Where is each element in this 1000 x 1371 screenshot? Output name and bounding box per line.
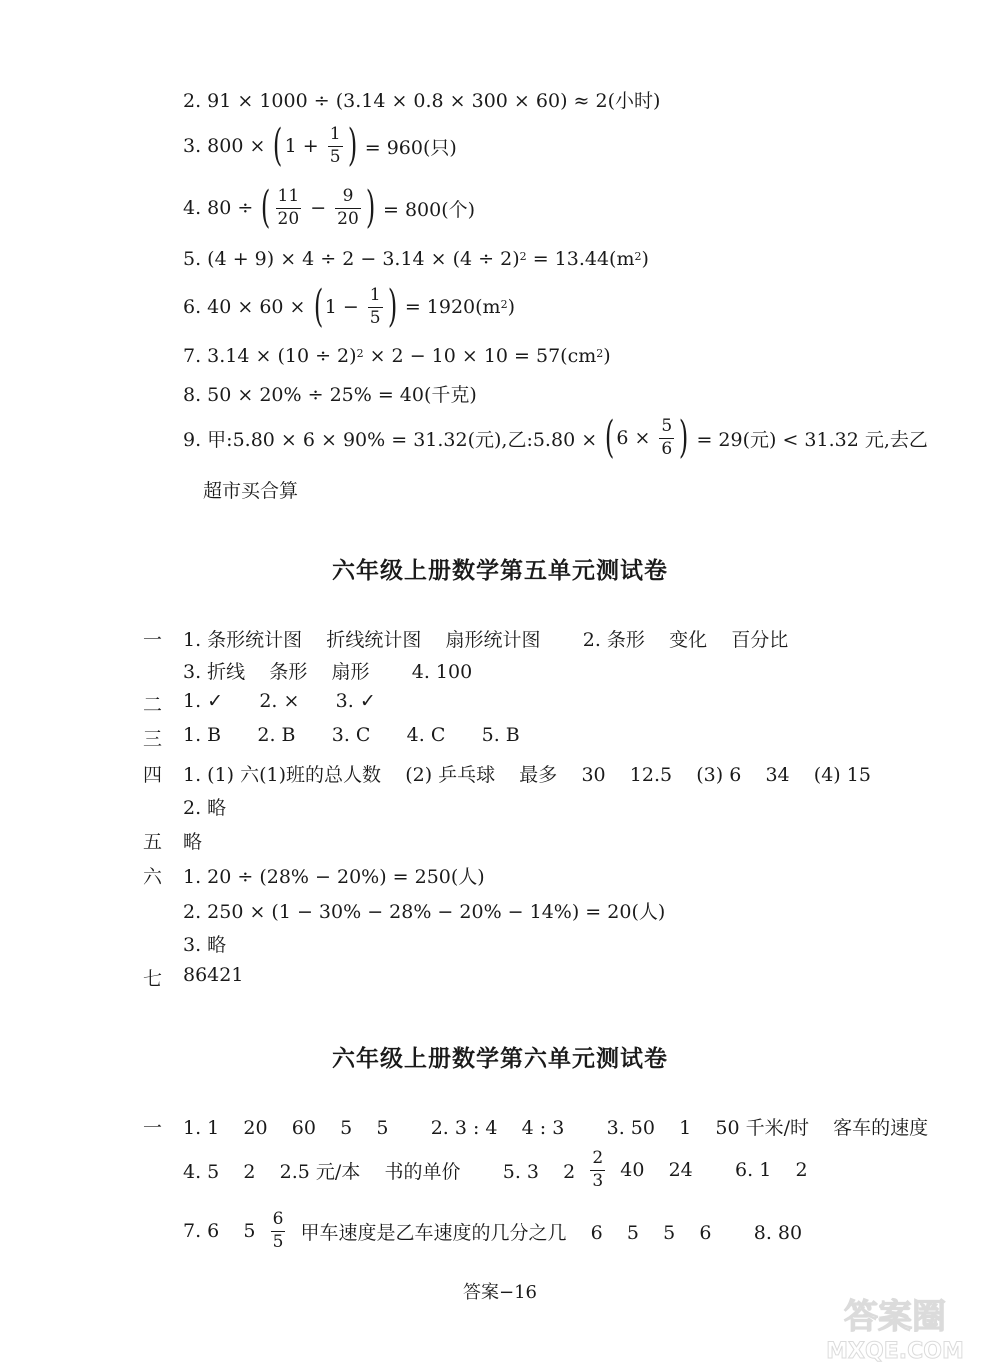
fraction: $\frac{1}{5}$ xyxy=(329,123,341,167)
answer-line-4: 4. 80 ÷ ( $\frac{11}{20}$ − $\frac{9}{20}$ ) = 800(个) xyxy=(183,182,476,233)
unit5-row: 1. 20 ÷ (28% − 20%) = 250(人) xyxy=(183,866,485,888)
unit6-title: 六年级上册数学第六单元测试卷 xyxy=(332,1046,668,1072)
unit5-row: 3. 折线 条形 扇形 4. 100 xyxy=(183,661,473,683)
answer-line-5: 5. (4 + 9) × 4 ÷ 2 − 3.14 × (4 ÷ 2) $^2$ = 13.44(m $^2$ ) xyxy=(183,248,649,270)
section-label: 一 xyxy=(143,629,163,651)
watermark-text: 答案圈 xyxy=(844,1297,946,1337)
fraction: $\frac{5}{6}$ xyxy=(661,415,673,459)
fraction: $\frac{1}{5}$ xyxy=(369,284,381,328)
answer-line-8: 8. 50 × 20% ÷ 25% = 40(千克) xyxy=(183,384,477,406)
unit5-title: 六年级上册数学第五单元测试卷 xyxy=(332,558,668,584)
section-label: 四 xyxy=(143,764,163,786)
answer-line-3: 3. 800 × ( 1 + $\frac{1}{5}$ ) = 960(只) xyxy=(183,120,457,171)
section-label: 三 xyxy=(143,728,163,750)
unit5-row: 1. 条形统计图 折线统计图 扇形统计图 2. 条形 变化 百分比 xyxy=(183,629,789,651)
answer-line-7: 7. 3.14 × (10 ÷ 2) $^2$ × 2 − 10 × 10 = 57(cm $^2$ ) xyxy=(183,345,611,367)
unit6-row-1: 1. 1 20 60 5 5 2. 3 : 4 4 : 3 3. 50 1 50 千米/时 客车的速度 xyxy=(183,1117,929,1139)
fraction: $\frac{11}{20}$ xyxy=(277,185,300,229)
unit5-row: 1. ✓ 2. × 3. ✓ xyxy=(183,690,376,712)
unit5-row: 1. (1) 六(1)班的总人数 (2) 乒乓球 最多 30 12.5 (3) 6 34 (4) 15 xyxy=(183,764,871,786)
answer-line-9-cont: 超市买合算 xyxy=(203,480,299,502)
unit5-row: 3. 略 xyxy=(183,934,227,956)
section-label: 六 xyxy=(143,866,163,888)
unit5-row: 略 xyxy=(183,831,203,853)
section-label: 七 xyxy=(143,968,163,990)
answer-line-6: 6. 40 × 60 × ( 1 − $\frac{1}{5}$ ) = 1920(m $^2$ ) xyxy=(183,281,516,332)
page-footer: 答案−16 xyxy=(463,1282,537,1303)
fraction: $\frac{9}{20}$ xyxy=(337,185,359,229)
section-label: 一 xyxy=(143,1117,163,1139)
watermark-url: MXQE.COM xyxy=(826,1339,964,1364)
fraction: $\frac{6}{5}$ xyxy=(272,1209,284,1252)
unit5-row: 2. 略 xyxy=(183,797,227,819)
fraction: $\frac{2}{3}$ xyxy=(592,1148,604,1191)
answer-line-9: 9. 甲:5.80 × 6 × 90% = 31.32(元),乙:5.80 × ( 6 × $\frac{5}{6}$ ) = 29(元) < 31.32 元,去乙 xyxy=(183,412,928,463)
unit5-row: 2. 250 × (1 − 30% − 28% − 20% − 14%) = 20(人) xyxy=(183,901,666,923)
watermark-logo xyxy=(800,1290,990,1365)
section-label: 五 xyxy=(143,831,163,853)
unit5-row: 86421 xyxy=(183,964,244,986)
answer-line-2: 2. 91 × 1000 ÷ (3.14 × 0.8 × 300 × 60) ≈ 2(小时) xyxy=(183,90,661,112)
unit6-row-3: 7. 6 5 $\frac{6}{5}$ 甲车速度是乙车速度的几分之几 6 5 5 6 8. 80 xyxy=(183,1209,803,1252)
unit6-row-2: 4. 5 2 2.5 元/本 书的单价 5. 3 2 $\frac{2}{3}$ 40 24 6. 1 2 xyxy=(183,1148,808,1191)
unit5-row: 1. B 2. B 3. C 4. C 5. B xyxy=(183,724,520,746)
section-label: 二 xyxy=(143,694,163,716)
